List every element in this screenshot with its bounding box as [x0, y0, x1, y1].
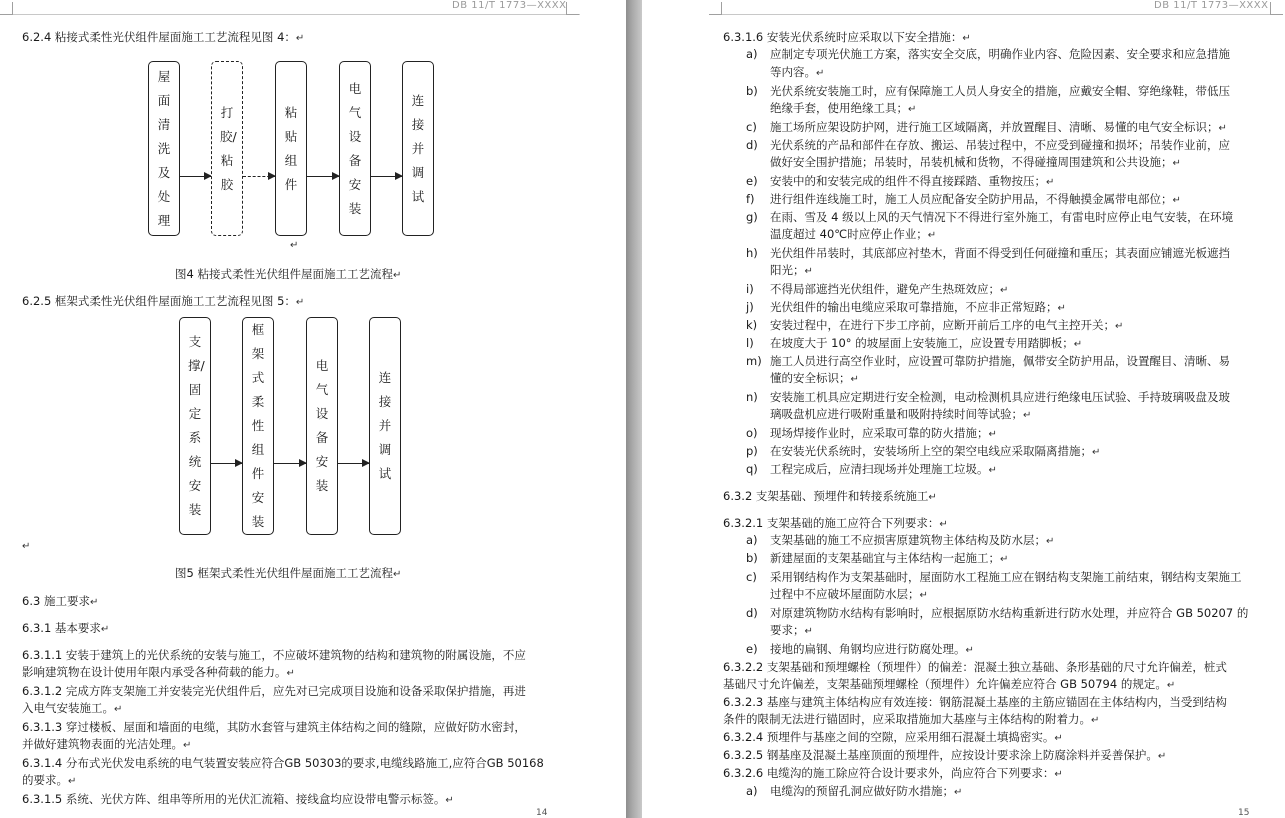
body-line: 入电气安装施工。↵	[22, 701, 123, 715]
flow4-step-1: 屋面清洗及处理	[148, 61, 180, 236]
list-marker: f)	[746, 192, 755, 206]
list-marker: i)	[746, 282, 754, 296]
list-item-text: 安装施工机具应定期进行安全检测，电动检测机具应进行绝缘电压试验、手持玻璃吸盘及玻	[770, 390, 1230, 404]
list-marker: e)	[746, 174, 758, 188]
section-6-3: 6.3 施工要求↵	[22, 594, 99, 608]
body-line: 基础尺寸允许偏差，支架基础预埋螺栓（预埋件）允许偏差应符合 GB 50794 的规定。↵	[723, 677, 1176, 691]
list-item-text: 璃吸盘机应进行吸附重量和吸附持续时间等试验；↵	[770, 407, 1032, 421]
flow4-step-2: 打胶/粘胶	[211, 61, 243, 236]
body-line: 6.3.1.3 穿过楼板、屋面和墙面的电缆，其防水套管与建筑主体结构之间的缝隙，应做好防水密封，	[22, 720, 526, 734]
list-item-text: 懂的安全标识；↵	[770, 371, 859, 385]
crop-mark-top-right	[566, 2, 579, 15]
list-item-text: 支架基础的施工不应损害原建筑物主体结构及防水层；↵	[770, 533, 1055, 547]
list-item-text: 安装过程中，在进行下步工序前，应断开前后工序的电气主控开关；↵	[770, 318, 1124, 332]
list-item-text: 电缆沟的预留孔洞应做好防水措施；↵	[770, 784, 963, 798]
list-marker: d)	[746, 606, 758, 620]
page-gutter	[626, 0, 642, 818]
list-marker: m)	[746, 354, 762, 368]
list-marker: h)	[746, 246, 758, 260]
list-item-text: 在安装光伏系统时，安装场所上空的架空电线应采取隔离措施；↵	[770, 444, 1101, 458]
list-marker: p)	[746, 444, 758, 458]
flow4-step-4: 电气设备安装	[339, 61, 371, 236]
list-item-text: 光伏组件的输出电缆应采取可靠措施，不应非正常短路；↵	[770, 300, 1066, 314]
list-marker: n)	[746, 390, 758, 404]
list-marker: a)	[746, 784, 758, 798]
list-marker: a)	[746, 533, 758, 547]
list-item-text: 新建屋面的支架基础宜与主体结构一起施工；↵	[770, 551, 1009, 565]
figure-5-caption: 图5 框架式柔性光伏组件屋面施工工艺流程↵	[175, 566, 402, 580]
flow4-arrow-2	[243, 176, 275, 177]
page-header-code: DB 11/T 1773—XXXX	[1154, 0, 1269, 11]
flow5-arrow-2	[274, 463, 306, 464]
header-rule	[0, 14, 580, 15]
list-item-text: 绝缘手套，使用绝缘工具；↵	[770, 101, 917, 115]
list-item-text: 光伏组件吊装时，其底部应衬垫木，背面不得受到任何碰撞和重压；其表面应铺遮光板遮挡	[770, 246, 1230, 260]
list-item-text: 光伏系统安装施工时，应有保障施工人员人身安全的措施，应戴安全帽、穿绝缘鞋，带低压	[770, 84, 1230, 98]
list-item-text: 过程中不应破坏屋面防水层；↵	[770, 587, 928, 601]
list-item-text: 施工人员进行高空作业时，应设置可靠防护措施，佩带安全防护用品，设置醒目、清晰、易	[770, 354, 1230, 368]
list-item-text: 施工场所应架设防护网，进行施工区域隔离，并放置醒目、清晰、易懂的电气安全标识；↵	[770, 120, 1227, 134]
list-item-text: 工程完成后，应清扫现场并处理施工垃圾。↵	[770, 462, 997, 476]
flow5-step-2: 框架式柔性组件安装	[242, 317, 274, 535]
flow5-step-1: 支撑/固定系统安装	[179, 317, 211, 535]
list-marker: q)	[746, 462, 758, 476]
list-marker: g)	[746, 210, 758, 224]
paragraph-mark: ↵	[290, 240, 299, 251]
flow5-arrow-3	[338, 463, 369, 464]
flow4-step-5: 连接并调试	[402, 61, 434, 236]
list-item-text: 现场焊接作业时，应采取可靠的防火措施；↵	[770, 426, 997, 440]
body-line: 影响建筑物在设计使用年限内承受各种荷载的能力。↵	[22, 665, 295, 679]
list-item-text: 光伏系统的产品和部件在存放、搬运、吊装过程中，不应受到碰撞和损坏；吊装作业前，应	[770, 138, 1230, 152]
body-line: 的要求。↵	[22, 773, 77, 787]
section-6-3-1: 6.3.1 基本要求↵	[22, 621, 110, 635]
list-item-text: 温度超过 40℃时应停止作业；↵	[770, 227, 937, 241]
list-item-text: 接地的扁钢、角钢均应进行防腐处理。↵	[770, 642, 974, 656]
section-6-2-4: 6.2.4 粘接式柔性光伏组件屋面施工工艺流程见图 4：↵	[22, 30, 305, 44]
header-rule	[712, 14, 1282, 15]
list-marker: c)	[746, 120, 757, 134]
list-item-text: 阳光；↵	[770, 263, 813, 277]
list-marker: b)	[746, 84, 758, 98]
body-line: 6.3.1.2 完成方阵支架施工并安装完光伏组件后，应先对已完成项目设施和设备采取保护措施，再进	[22, 684, 526, 698]
flow4-arrow-4	[371, 176, 402, 177]
crop-mark-top-right	[1270, 2, 1283, 15]
crop-mark-top-left	[0, 2, 13, 15]
flow4-arrow-3	[307, 176, 339, 177]
body-line: 6.3.1.5 系统、光伏方阵、组串等所用的光伏汇流箱、接线盒均应设带电警示标签。↵	[22, 792, 454, 806]
list-item-text: 不得局部遮挡光伏组件，避免产生热斑效应；↵	[770, 282, 1009, 296]
section-6-3-2-1: 6.3.2.1 支架基础的施工应符合下列要求：↵	[723, 516, 948, 530]
flow4-arrow-1	[180, 176, 211, 177]
list-marker: c)	[746, 570, 757, 584]
list-item-text: 对原建筑物防水结构有影响时，应根据原防水结构重新进行防水处理，并应符合 GB 50207 的	[770, 606, 1249, 620]
flow5-step-3: 电气设备安装	[306, 317, 338, 535]
body-line: 6.3.2.6 电缆沟的施工除应符合设计要求外，尚应符合下列要求：↵	[723, 766, 1063, 780]
page-number: 14	[536, 808, 548, 818]
list-marker: j)	[746, 300, 754, 314]
body-line: 6.3.2.4 预埋件与基座之间的空隙，应采用细石混凝土填捣密实。↵	[723, 730, 1063, 744]
list-marker: o)	[746, 426, 758, 440]
body-line: 6.3.2.2 支架基础和预埋螺栓（预埋件）的偏差：混凝土独立基础、条形基础的尺寸允许偏差，桩式	[723, 660, 1227, 674]
section-6-3-1-6: 6.3.1.6 安装光伏系统时应采取以下安全措施：↵	[723, 30, 971, 44]
flow5-arrow-1	[211, 463, 242, 464]
list-marker: k)	[746, 318, 758, 332]
right-page[interactable]	[642, 0, 1285, 818]
body-line: 6.3.1.1 安装于建筑上的光伏系统的安装与施工，不应破坏建筑物的结构和建筑物的附属设施，不应	[22, 648, 526, 662]
left-page[interactable]	[0, 0, 626, 818]
flow5-step-4: 连接并调试	[369, 317, 401, 535]
list-marker: l)	[746, 336, 754, 350]
list-item-text: 应制定专项光伏施工方案，落实安全交底，明确作业内容、危险因素、安全要求和应急措施	[770, 47, 1230, 61]
list-marker: e)	[746, 642, 758, 656]
flow4-step-3: 粘贴组件	[275, 61, 307, 236]
list-item-text: 采用钢结构作为支架基础时，屋面防水工程施工应在钢结构支架施工前结束，钢结构支架施工	[770, 570, 1242, 584]
list-marker: d)	[746, 138, 758, 152]
list-marker: a)	[746, 47, 758, 61]
body-line: 并做好建筑物表面的光洁处理。↵	[22, 737, 192, 751]
page-number: 15	[1238, 808, 1250, 818]
list-marker: b)	[746, 551, 758, 565]
section-6-2-5: 6.2.5 框架式柔性光伏组件屋面施工工艺流程见图 5：↵	[22, 294, 305, 308]
list-item-text: 做好安全围护措施；吊装时，吊装机械和货物，不得碰撞周围建筑和公共设施；↵	[770, 155, 1181, 169]
list-item-text: 等内容。↵	[770, 65, 825, 79]
body-line: 6.3.1.4 分布式光伏发电系统的电气装置安装应符合GB 50303的要求,电缆线路施工,应符合GB 50168	[22, 756, 544, 770]
crop-mark-top-left	[709, 2, 722, 15]
list-item-text: 在坡度大于 10° 的坡屋面上安装施工，应设置专用踏脚板；↵	[770, 336, 1083, 350]
figure-4-caption: 图4 粘接式柔性光伏组件屋面施工工艺流程↵	[175, 267, 402, 281]
body-line: 条件的限制无法进行锚固时，应采取措施加大基座与主体结构的附着力。↵	[723, 712, 1100, 726]
body-line: 6.3.2.5 钢基座及混凝土基座顶面的预埋件，应按设计要求涂上防腐涂料并妥善保护。↵	[723, 748, 1167, 762]
section-6-3-2: 6.3.2 支架基础、预埋件和转接系统施工↵	[723, 489, 937, 503]
paragraph-mark: ↵	[22, 541, 31, 552]
list-item-text: 要求；↵	[770, 623, 813, 637]
list-item-text: 进行组件连线施工时，施工人员应配备安全防护用品，不得触摸金属带电部位；↵	[770, 192, 1181, 206]
body-line: 6.3.2.3 基座与建筑主体结构应有效连接：钢筋混凝土基座的主筋应锚固在主体结构内，当受到结构	[723, 695, 1227, 709]
list-item-text: 在雨、雪及 4 级以上风的天气情况下不得进行室外施工，有雷电时应停止电气安装，在环境	[770, 210, 1234, 224]
list-item-text: 安装中的和安装完成的组件不得直接踩踏、重物按压；↵	[770, 174, 1055, 188]
page-header-code: DB 11/T 1773—XXXX	[452, 0, 567, 11]
